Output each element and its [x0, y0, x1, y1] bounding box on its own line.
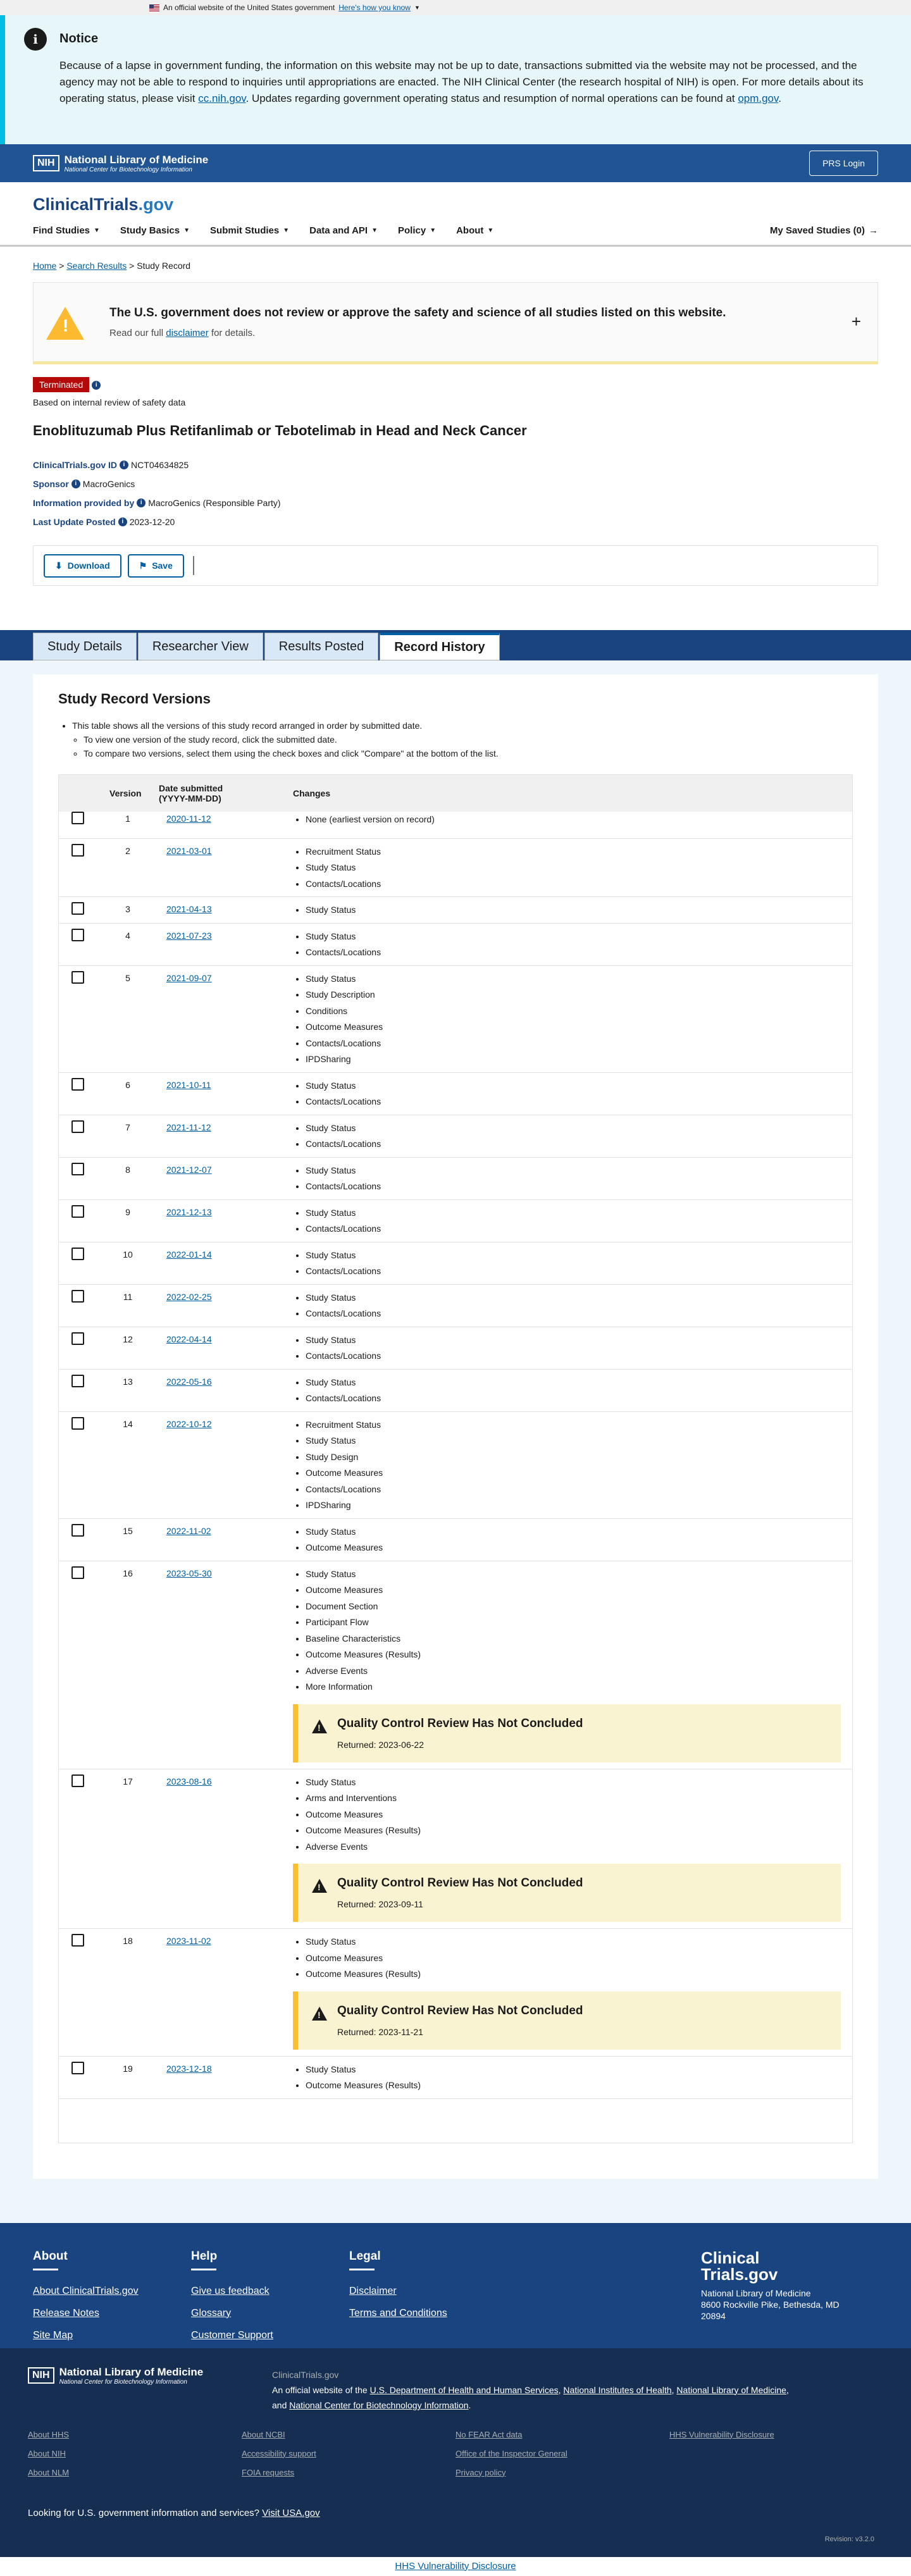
- changes-list: [306, 1205, 841, 1237]
- qc-alert: [293, 1991, 841, 2050]
- download-button[interactable]: ⬇ Download: [44, 554, 121, 578]
- nih-link[interactable]: National Institutes of Health: [563, 2384, 672, 2395]
- version-number: 12: [123, 1334, 133, 1344]
- table-row: [59, 838, 852, 897]
- nih-logo-box: NIH: [28, 2367, 54, 2384]
- version-date-link[interactable]: 2021-09-07: [166, 972, 212, 983]
- breadcrumb-home[interactable]: Home: [33, 261, 57, 271]
- versions-table: [58, 774, 853, 2143]
- nlm-title: National Library of Medicine: [64, 153, 209, 166]
- version-date-link[interactable]: 2022-10-12: [166, 1418, 212, 1429]
- footer-address: National Library of Medicine: [701, 2288, 811, 2298]
- footer-heading: Legal: [349, 2249, 381, 2263]
- version-date-link[interactable]: 2023-05-30: [166, 1568, 212, 1578]
- change-item: • Outcome Measures: [306, 1950, 841, 1967]
- version-date-link[interactable]: 2021-10-11: [166, 1079, 211, 1090]
- termination-reason: Based on internal review of safety data: [33, 397, 186, 407]
- changes-list: [306, 1120, 841, 1153]
- last-update-label: Last Update Posted: [33, 517, 116, 527]
- change-item: • Study Status: [306, 1524, 841, 1540]
- changes-list: [306, 1163, 841, 1195]
- changes-list: [306, 1290, 841, 1322]
- change-item: • Study Status: [306, 1375, 841, 1391]
- chevron-down-icon: ▼: [371, 227, 378, 234]
- save-button[interactable]: ⚑ Save: [128, 554, 184, 578]
- disclaimer-heading: The U.S. government does not review or approve the safety and science of all studies listed on this website.: [109, 306, 726, 319]
- changes-list: [306, 1934, 841, 1983]
- version-date-link[interactable]: 2022-11-02: [166, 1525, 211, 1536]
- disclaimer-accordion[interactable]: [33, 282, 878, 364]
- record-tabs: [0, 630, 911, 660]
- changes-list: [306, 812, 841, 828]
- change-item: • Study Status: [306, 1433, 841, 1449]
- table-row: [59, 923, 852, 965]
- footer-link[interactable]: About HHS: [28, 2429, 70, 2439]
- change-item: • Study Status: [306, 971, 841, 988]
- version-number: 19: [123, 2063, 133, 2074]
- table-row: [59, 1769, 852, 1929]
- change-item: • Contacts/Locations: [306, 1221, 841, 1237]
- change-item: • IPDSharing: [306, 1051, 841, 1068]
- chevron-down-icon: ▼: [283, 227, 290, 234]
- changes-list: [306, 971, 841, 1068]
- version-date-link[interactable]: 2021-07-23: [166, 930, 212, 941]
- version-number: 5: [125, 972, 130, 983]
- changes-list: [306, 1524, 841, 1556]
- heres-how-you-know-link[interactable]: Here's how you know: [338, 3, 411, 12]
- hhs-bar: [0, 2557, 911, 2576]
- footer-link[interactable]: Disclaimer: [349, 2285, 397, 2296]
- change-item: • Conditions: [306, 1003, 841, 1020]
- prs-login-button[interactable]: PRS Login: [809, 151, 878, 176]
- table-footer: [59, 2098, 852, 2143]
- version-number: 2: [125, 845, 130, 856]
- change-item: • Outcome Measures: [306, 1807, 841, 1823]
- table-row: [59, 1561, 852, 1769]
- change-item: • Study Status: [306, 1566, 841, 1583]
- version-date-link[interactable]: 2021-03-01: [166, 845, 212, 856]
- col-version: Version: [109, 788, 142, 798]
- info-provided-value: MacroGenics (Responsible Party): [148, 498, 281, 508]
- table-row: [59, 1072, 852, 1115]
- tab-results-posted[interactable]: Results Posted: [264, 633, 379, 660]
- change-item: • Study Status: [306, 1934, 841, 1950]
- hhs-vulnerability-link[interactable]: HHS Vulnerability Disclosure: [395, 2560, 516, 2572]
- qc-returned: Returned: 2023-09-11: [337, 1899, 423, 1909]
- chevron-down-icon: ▼: [487, 227, 494, 234]
- version-date-link[interactable]: 2023-12-18: [166, 2063, 212, 2074]
- footer-link[interactable]: FOIA requests: [242, 2467, 295, 2477]
- footer-link[interactable]: Terms and Conditions: [349, 2307, 447, 2319]
- hhs-link[interactable]: U.S. Department of Health and Human Services: [369, 2384, 559, 2395]
- compare-checkbox[interactable]: [71, 1078, 84, 1091]
- compare-checkbox[interactable]: [71, 1524, 84, 1537]
- compare-checkbox[interactable]: [71, 812, 84, 824]
- version-number: 7: [125, 1122, 130, 1132]
- table-header: [59, 775, 852, 812]
- compare-checkbox[interactable]: [71, 1163, 84, 1175]
- compare-checkbox[interactable]: [71, 1205, 84, 1218]
- version-date-link[interactable]: 2022-05-16: [166, 1376, 212, 1387]
- version-date-link[interactable]: 2022-04-14: [166, 1334, 212, 1344]
- change-item: • Outcome Measures: [306, 1019, 841, 1036]
- footer-site: ClinicalTrials.gov: [272, 2369, 339, 2380]
- table-row: [59, 1157, 852, 1199]
- footer-link[interactable]: About NLM: [28, 2467, 70, 2477]
- change-item: • Outcome Measures: [306, 1582, 841, 1599]
- nav-find-studies[interactable]: Find Studies ▼: [33, 225, 100, 236]
- footer: [0, 2223, 911, 2348]
- change-item: • Contacts/Locations: [306, 1179, 841, 1195]
- version-number: 10: [123, 1249, 133, 1260]
- compare-checkbox[interactable]: [71, 1417, 84, 1430]
- compare-checkbox[interactable]: [71, 1774, 84, 1787]
- change-item: • Contacts/Locations: [306, 1036, 841, 1052]
- compare-checkbox[interactable]: [71, 971, 84, 984]
- change-item: • Study Status: [306, 860, 841, 876]
- change-item: • Baseline Characteristics: [306, 1631, 841, 1647]
- change-item: • Recruitment Status: [306, 844, 841, 860]
- compare-checkbox[interactable]: [71, 1566, 84, 1579]
- change-item: • Document Section: [306, 1599, 841, 1615]
- table-row: [59, 965, 852, 1072]
- nav-policy[interactable]: Policy ▼: [398, 225, 437, 236]
- change-item: • Outcome Measures (Results): [306, 1966, 841, 1983]
- footer-link[interactable]: About ClinicalTrials.gov: [33, 2285, 139, 2296]
- change-item: • None (earliest version on record): [306, 812, 841, 828]
- version-date-link[interactable]: 2021-12-07: [166, 1164, 212, 1175]
- nlm-logo[interactable]: [33, 154, 208, 173]
- version-number: 6: [125, 1079, 130, 1090]
- record-versions-card: [33, 674, 878, 2179]
- footer-help: [191, 2250, 349, 2348]
- col-changes: Changes: [293, 788, 331, 798]
- disclaimer-link[interactable]: disclaimer: [166, 327, 209, 338]
- change-item: • Study Status: [306, 1774, 841, 1791]
- table-row: [59, 1518, 852, 1561]
- footer-brand-b: Trials.gov: [701, 2264, 778, 2284]
- qc-title: Quality Control Review Has Not Concluded: [337, 2003, 583, 2017]
- change-item: • Participant Flow: [306, 1614, 841, 1631]
- version-number: 18: [123, 1936, 133, 1946]
- change-item: • Study Status: [306, 1078, 841, 1094]
- nlm-subtitle: National Center for Biotechnology Information: [59, 2378, 187, 2386]
- change-item: • Study Status: [306, 902, 841, 919]
- table-row: [59, 1327, 852, 1369]
- version-number: 15: [123, 1525, 133, 1536]
- version-date-link[interactable]: 2021-12-13: [166, 1206, 212, 1217]
- changes-list: [306, 929, 841, 961]
- footer-link[interactable]: HHS Vulnerability Disclosure: [669, 2429, 774, 2439]
- change-item: • Study Status: [306, 1163, 841, 1179]
- nlm-subtitle: National Center for Biotechnology Information: [64, 166, 192, 173]
- info-icon[interactable]: i: [92, 381, 101, 390]
- table-row: [59, 1411, 852, 1518]
- nav-submit-studies[interactable]: Submit Studies ▼: [210, 225, 290, 236]
- table-row: [59, 1369, 852, 1411]
- version-date-link[interactable]: 2023-11-02: [166, 1936, 211, 1946]
- version-number: 13: [123, 1376, 133, 1387]
- changes-list: [306, 1375, 841, 1407]
- change-item: • Recruitment Status: [306, 1417, 841, 1434]
- versions-title: Study Record Versions: [58, 691, 211, 707]
- desc-line: ◦ To view one version of the study record, click the submitted date.: [84, 733, 853, 746]
- bookmark-icon: ⚑: [139, 560, 147, 571]
- divider: [193, 556, 194, 575]
- breadcrumb-current: Study Record: [137, 261, 191, 271]
- tab-record-history[interactable]: Record History: [380, 633, 499, 660]
- table-row: [59, 2056, 852, 2098]
- table-row: [59, 896, 852, 923]
- footer-legal: [349, 2250, 507, 2348]
- footer-link[interactable]: Site Map: [33, 2329, 73, 2341]
- compare-checkbox[interactable]: [71, 1934, 84, 1947]
- usa-gov-line: Looking for U.S. government information and services? Visit USA.gov: [28, 2507, 320, 2518]
- changes-list: [306, 844, 841, 893]
- nlm-header: [0, 144, 911, 182]
- change-item: • Study Status: [306, 929, 841, 945]
- study-header: [0, 364, 911, 531]
- footer-link[interactable]: Privacy policy: [456, 2467, 506, 2477]
- compare-checkbox[interactable]: [71, 2062, 84, 2074]
- change-item: • Adverse Events: [306, 1663, 841, 1680]
- footer-link[interactable]: About NCBI: [242, 2429, 285, 2439]
- compare-checkbox[interactable]: [71, 1248, 84, 1260]
- footer-bottom: [0, 2348, 911, 2557]
- version-number: 9: [125, 1206, 130, 1217]
- change-item: • Contacts/Locations: [306, 1390, 841, 1407]
- change-item: • Outcome Measures (Results): [306, 1647, 841, 1663]
- version-number: 14: [123, 1418, 133, 1429]
- compare-checkbox[interactable]: [71, 1120, 84, 1133]
- version-number: 17: [123, 1776, 133, 1786]
- gov-banner-text: An official website of the United States government: [163, 3, 335, 12]
- disclaimer-text: Read our full disclaimer for details.: [109, 327, 256, 338]
- chevron-down-icon: ▼: [94, 227, 100, 234]
- warning-icon: [312, 1719, 327, 1733]
- compare-checkbox[interactable]: [71, 929, 84, 941]
- version-number: 4: [125, 930, 130, 941]
- shutdown-notice: [0, 15, 911, 144]
- info-icon[interactable]: i: [137, 498, 146, 507]
- breadcrumb: Home > Search Results > Study Record: [33, 261, 191, 271]
- change-item: • Contacts/Locations: [306, 1094, 841, 1110]
- main-area: [0, 660, 911, 2223]
- change-item: • Study Status: [306, 1120, 841, 1137]
- footer-address: 8600 Rockville Pike, Bethesda, MD: [701, 2299, 840, 2310]
- table-row: [59, 1242, 852, 1284]
- version-number: 1: [125, 814, 130, 824]
- change-item: • Contacts/Locations: [306, 876, 841, 893]
- info-icon: i: [24, 28, 47, 51]
- table-row: [59, 812, 852, 838]
- change-item: • Study Status: [306, 1205, 841, 1222]
- compare-checkbox[interactable]: [71, 1290, 84, 1303]
- compare-checkbox[interactable]: [71, 902, 84, 915]
- footer-link[interactable]: Customer Support: [191, 2329, 273, 2341]
- revision: Revision: v3.2.0: [824, 2535, 874, 2543]
- footer-link[interactable]: Glossary: [191, 2307, 232, 2319]
- version-date-link[interactable]: 2023-08-16: [166, 1776, 212, 1786]
- compare-checkbox[interactable]: [71, 1375, 84, 1387]
- expand-plus-icon[interactable]: +: [851, 312, 861, 331]
- notice-body: Because of a lapse in government funding, the information on this website may not be up to date, transactions submitted via the website may not be processed, and the agency may not be able to respond to inquiries until appropriations are enacted. The NIH Clinical Center (the research hospital of NIH) is open. For more details about its operating status, please visit cc.nih.gov. Updates regarding government operating status and resumption of normal operations can be found at opm.gov.: [59, 59, 864, 104]
- footer-brand-a: Clinical: [701, 2248, 760, 2267]
- footer-link[interactable]: Give us feedback: [191, 2285, 270, 2296]
- changes-list: [306, 1774, 841, 1855]
- changes-list: [306, 1248, 841, 1280]
- site-header: [0, 182, 911, 247]
- change-item: • Study Design: [306, 1449, 841, 1466]
- qc-title: Quality Control Review Has Not Concluded: [337, 1716, 583, 1730]
- table-row: [59, 1115, 852, 1157]
- version-number: 11: [123, 1291, 133, 1302]
- change-item: • Study Status: [306, 2062, 841, 2078]
- footer-link[interactable]: Accessibility support: [242, 2448, 316, 2458]
- opm-link[interactable]: opm.gov: [738, 92, 779, 104]
- desc-line: ◦ To compare two versions, select them using the check boxes and click "Compare" at the bottom of the list.: [84, 746, 853, 760]
- tab-study-details[interactable]: Study Details: [33, 633, 137, 660]
- nlm-link[interactable]: National Library of Medicine: [676, 2384, 786, 2395]
- desc-line: • This table shows all the versions of this study record arranged in order by submitted date.: [72, 719, 853, 733]
- brand-part-b: .gov: [138, 195, 174, 214]
- change-item: • More Information: [306, 1679, 841, 1695]
- changes-list: [306, 1417, 841, 1514]
- changes-list: [306, 1078, 841, 1110]
- version-date-link[interactable]: 2022-02-25: [166, 1291, 212, 1302]
- compare-checkbox[interactable]: [71, 1332, 84, 1345]
- version-date-link[interactable]: 2022-01-14: [166, 1249, 212, 1260]
- nct-id: NCT04634825: [131, 460, 189, 470]
- qc-returned: Returned: 2023-11-21: [337, 2026, 423, 2037]
- change-item: • Outcome Measures: [306, 1465, 841, 1482]
- site-brand[interactable]: [33, 182, 878, 214]
- qc-alert: [293, 1864, 841, 1922]
- table-body: [59, 812, 852, 2098]
- change-item: • Contacts/Locations: [306, 1348, 841, 1365]
- chevron-down-icon: ▼: [414, 4, 420, 11]
- table-row: [59, 1199, 852, 1242]
- tab-researcher-view[interactable]: Researcher View: [138, 633, 263, 660]
- nlm-title: National Library of Medicine: [59, 2365, 204, 2378]
- footer-heading: Help: [191, 2249, 218, 2263]
- warning-icon: [312, 1879, 327, 1893]
- footer-link[interactable]: Office of the Inspector General: [456, 2448, 567, 2458]
- changes-list: [306, 1566, 841, 1695]
- version-date-link[interactable]: 2020-11-12: [166, 814, 211, 824]
- change-item: • Study Status: [306, 1248, 841, 1264]
- changes-list: [306, 1332, 841, 1365]
- change-item: • Outcome Measures (Results): [306, 2078, 841, 2094]
- brand-part-a: ClinicalTrials: [33, 195, 139, 214]
- compare-checkbox[interactable]: [71, 844, 84, 857]
- study-title: Enoblituzumab Plus Retifanlimab or Tebotelimab in Head and Neck Cancer: [33, 423, 527, 438]
- qc-returned: Returned: 2023-06-22: [337, 1739, 424, 1750]
- cc-nih-link[interactable]: cc.nih.gov: [198, 92, 246, 104]
- status-badge: Terminated: [33, 377, 89, 392]
- notice-title: Notice: [59, 32, 99, 46]
- change-item: • Contacts/Locations: [306, 1136, 841, 1153]
- changes-list: [306, 902, 841, 919]
- nav-study-basics[interactable]: Study Basics ▼: [120, 225, 190, 236]
- version-number: 16: [123, 1568, 133, 1578]
- version-date-link[interactable]: 2021-04-13: [166, 904, 212, 914]
- us-flag-icon: [149, 4, 159, 11]
- info-icon[interactable]: i: [118, 517, 127, 526]
- version-number: 8: [125, 1164, 130, 1175]
- table-row: [59, 1284, 852, 1327]
- footer-address: 20894: [701, 2310, 726, 2321]
- study-meta: [33, 455, 878, 531]
- footer-heading: About: [33, 2249, 68, 2263]
- change-item: • Contacts/Locations: [306, 944, 841, 961]
- warning-icon: [312, 2007, 327, 2021]
- download-icon: ⬇: [55, 560, 63, 571]
- nih-logo-box: NIH: [33, 155, 59, 171]
- versions-description: [72, 719, 853, 760]
- nct-id-label: ClinicalTrials.gov ID: [33, 460, 118, 470]
- qc-alert: [293, 1704, 841, 1762]
- change-item: • Study Status: [306, 1290, 841, 1306]
- last-update-value: 2023-12-20: [129, 517, 175, 527]
- version-number: 3: [125, 904, 130, 914]
- main-nav: [33, 225, 878, 236]
- change-item: • Arms and Interventions: [306, 1790, 841, 1807]
- change-item: • Outcome Measures: [306, 1540, 841, 1556]
- info-icon[interactable]: i: [71, 480, 80, 488]
- gov-banner: [0, 0, 911, 15]
- footer-about: [33, 2250, 191, 2348]
- info-provided-label: Information provided by: [33, 498, 135, 508]
- nav-about[interactable]: About ▼: [456, 225, 494, 236]
- arrow-right-icon: →: [869, 225, 878, 236]
- change-item: • Contacts/Locations: [306, 1306, 841, 1322]
- footer-official: ClinicalTrials.gov An official website of the U.S. Department of Health and Human Services, National Institutes of Health, National Library of Medicine, and National Center for Biotechnology Information.: [272, 2367, 879, 2413]
- sponsor-value: MacroGenics: [82, 479, 135, 489]
- footer-link[interactable]: Release Notes: [33, 2307, 99, 2319]
- col-date: Date submitted (YYYY-MM-DD): [159, 783, 223, 803]
- change-item: • Contacts/Locations: [306, 1263, 841, 1280]
- footer-link[interactable]: About NIH: [28, 2448, 66, 2458]
- change-item: • Study Status: [306, 1332, 841, 1349]
- change-item: • Adverse Events: [306, 1839, 841, 1855]
- usa-gov-link[interactable]: Visit USA.gov: [262, 2507, 320, 2518]
- change-item: • Study Description: [306, 987, 841, 1003]
- nav-saved-studies[interactable]: My Saved Studies (0) →: [769, 225, 878, 236]
- table-row: [59, 1928, 852, 2056]
- changes-list: [306, 2062, 841, 2094]
- ncbi-link[interactable]: National Center for Biotechnology Information: [289, 2400, 469, 2410]
- qc-title: Quality Control Review Has Not Concluded: [337, 1876, 583, 1890]
- footer-links: [28, 2430, 883, 2487]
- change-item: • Outcome Measures (Results): [306, 1823, 841, 1839]
- footer-brand: [701, 2250, 878, 2348]
- version-date-link[interactable]: 2021-11-12: [166, 1122, 211, 1132]
- change-item: • Contacts/Locations: [306, 1482, 841, 1498]
- breadcrumb-search-results[interactable]: Search Results: [66, 261, 127, 271]
- info-icon[interactable]: i: [120, 461, 128, 469]
- footer-link[interactable]: No FEAR Act data: [456, 2429, 523, 2439]
- chevron-down-icon: ▼: [183, 227, 190, 234]
- change-item: • IPDSharing: [306, 1497, 841, 1514]
- warning-icon: !: [46, 307, 84, 340]
- sponsor-label: Sponsor: [33, 479, 69, 489]
- action-bar: [33, 545, 878, 586]
- chevron-down-icon: ▼: [430, 227, 437, 234]
- nav-data-api[interactable]: Data and API ▼: [309, 225, 378, 236]
